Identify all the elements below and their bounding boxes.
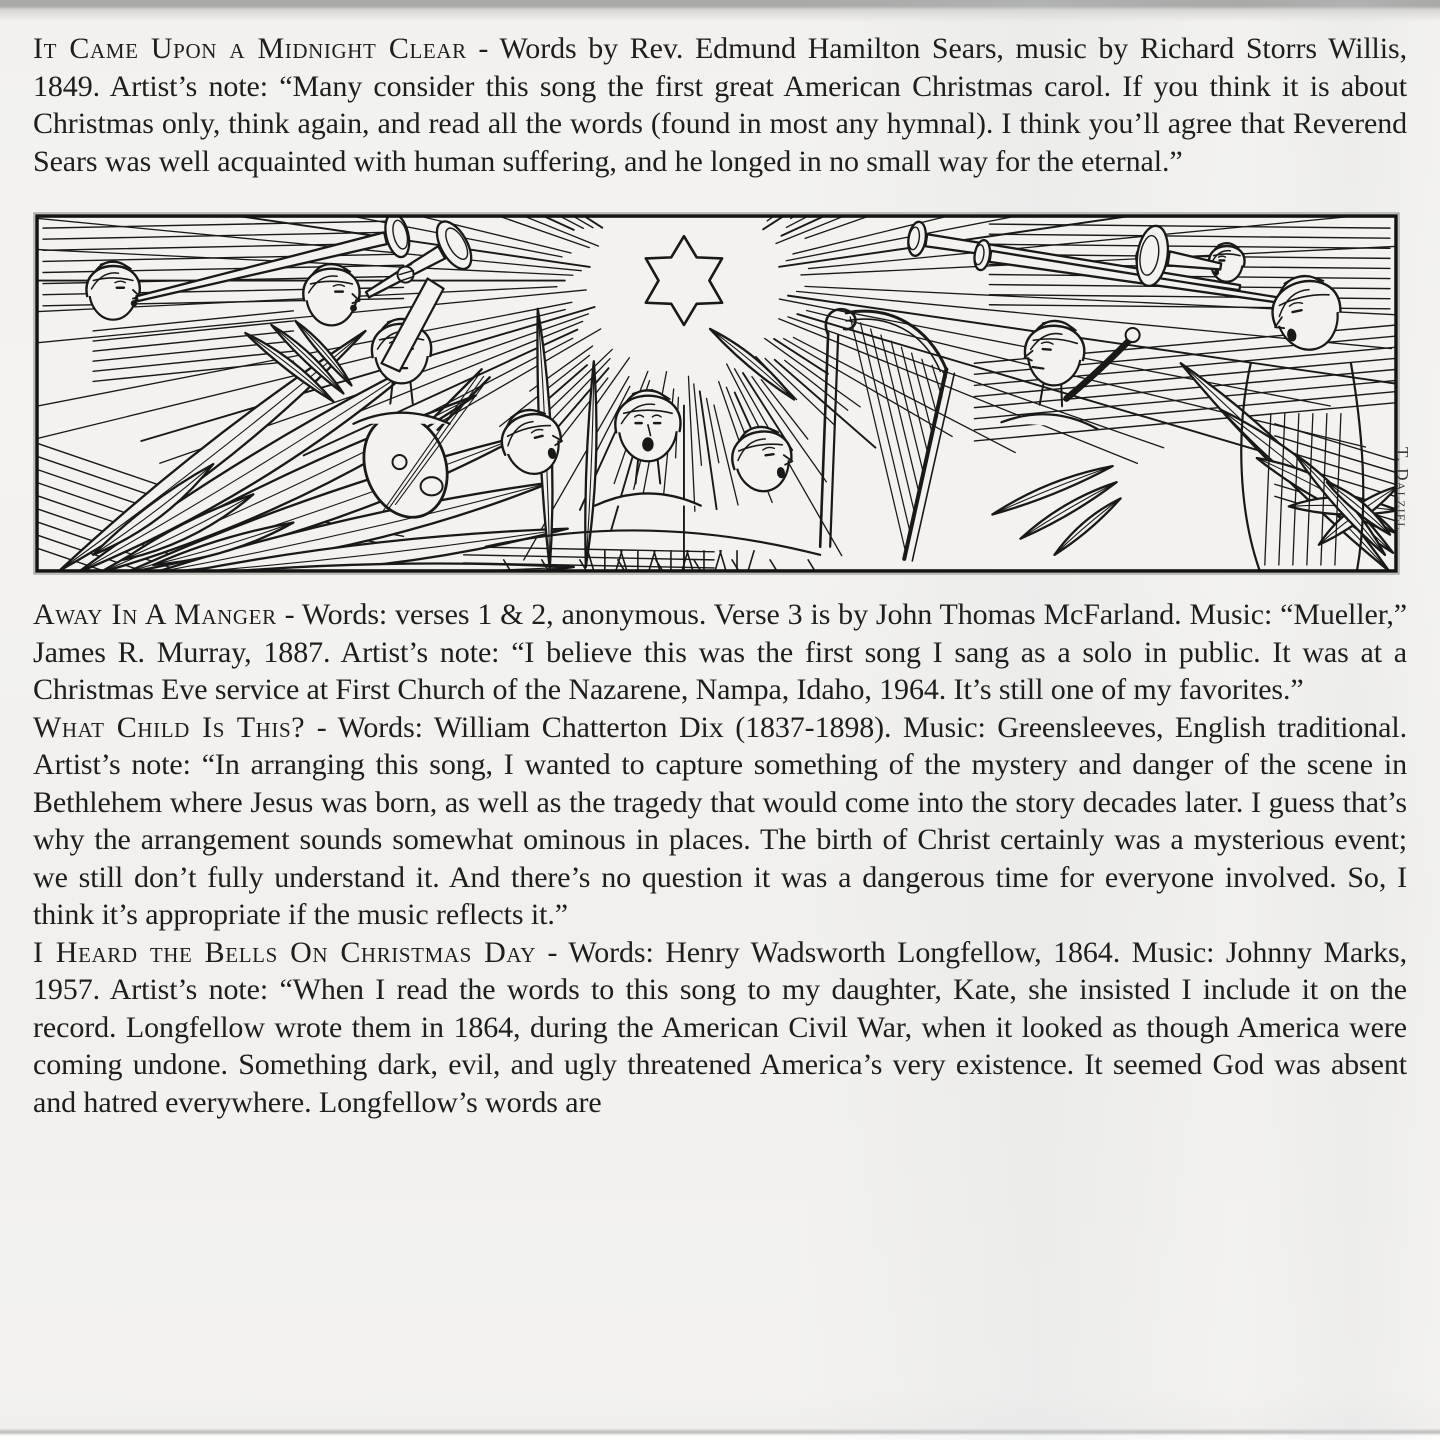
illustration-credit: T. Dalziel (1393, 447, 1412, 531)
song-note-text: - Words: verses 1 & 2, anonymous. Verse 3 is by John Thomas McFarland. Music: “Mueller,” James R. Murray, 1887. Artist’s note: “I believe this was the first song I sang as a solo in public. It was at a Christmas Eve service at First Church of the Nazarene, Nampa, Idaho, 1964. It’s still one of my favorites.” (33, 598, 1408, 706)
song-title: It Came Upon a Midnight Clear (33, 32, 467, 65)
engraving-figure (33, 212, 1412, 575)
song-note-paragraph (33, 30, 1407, 180)
angel-choir-engraving-illustration (33, 212, 1400, 575)
song-note-paragraph (33, 596, 1407, 709)
song-title: Away In A Manger (33, 598, 277, 631)
song-note-paragraph (33, 709, 1407, 934)
song-title: I Heard the Bells On Christmas Day (33, 935, 536, 969)
song-note-text: - Words by Rev. Edmund Hamilton Sears, music by Richard Storrs Willis, 1849. Artist’s note: “Many consider this song the first great American Christmas carol. If you think it is about Christmas only, think again, and read all the words (found in most any hymnal). I think you’ll agree that Reverend Sears was well acquainted with human suffering, and he longed in no small way for the eternal.” (33, 32, 1407, 178)
song-note-paragraph (33, 934, 1407, 1122)
song-note-text: - Words: Henry Wadsworth Longfellow, 1864. Music: Johnny Marks, 1957. Artist’s note: “When I read the words to this song to my daughter, Kate, she insisted I include it on the record. Longfellow wrote them in 1864, during the American Civil War, when it looked as though America were coming undone. Something dark, evil, and ugly threatened America’s very existence. It seemed God was absent and hatred everywhere. Longfellow’s words are (33, 935, 1407, 1119)
song-title: What Child Is This? (33, 710, 306, 744)
song-note-text: - Words: William Chatterton Dix (1837-1898). Music: Greensleeves, English traditional. Artist’s note: “In arranging this song, I wanted to capture something of the mystery and danger of the scene in Bethlehem where Jesus was born, as well as the tragedy that would come into the story decades later. I guess that’s why the arrangement sounds somewhat ominous in places. The birth of Christ certainly was a mysterious event; we still don’t fully understand it. And there’s no question it was a dangerous time for everyone involved. So, I think it’s appropriate if the music reflects it.” (33, 710, 1407, 931)
